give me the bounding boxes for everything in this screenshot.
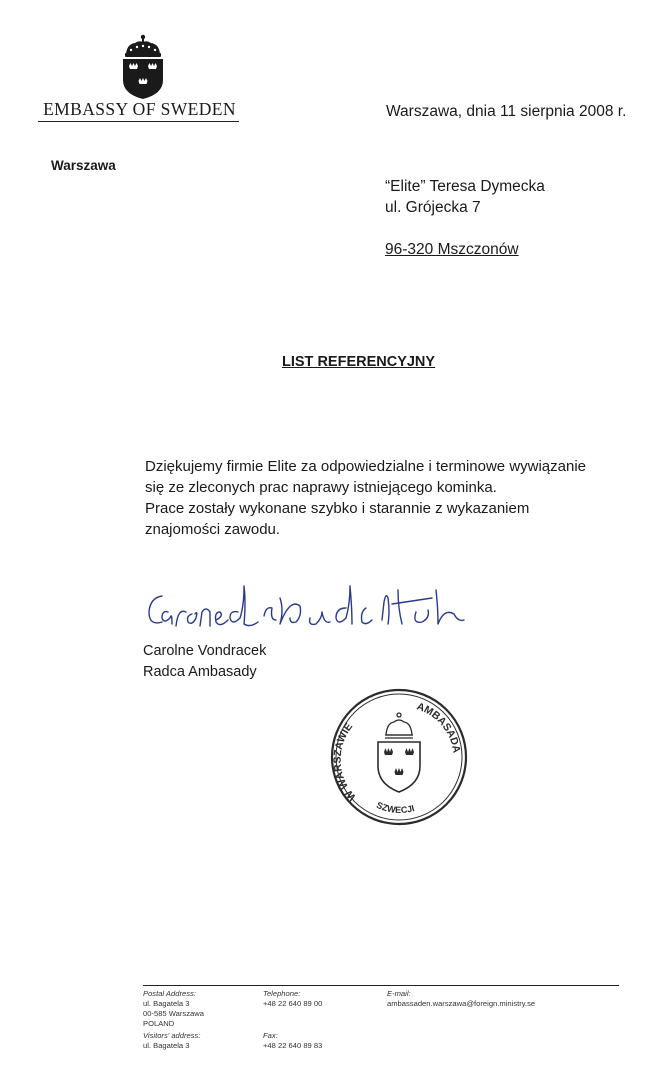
- footer-postal-address: [143, 989, 204, 1029]
- body-line: Dziękujemy firmie Elite za odpowiedzialne i terminowe wywiązanie: [145, 458, 587, 475]
- handwritten-signature: [140, 568, 490, 643]
- recipient-street: ul. Grójecka 7: [385, 199, 481, 216]
- telephone-label: Telephone:: [263, 989, 301, 998]
- email-label: E-mail:: [387, 989, 411, 998]
- stamp-text-left: W WARSZAWIE: [331, 720, 359, 803]
- body-line: znajomości zawodu.: [145, 521, 281, 538]
- postal-address-line: 00-585 Warszawa: [143, 1009, 204, 1018]
- visitors-address-line: ul. Bagatela 3: [143, 1041, 190, 1050]
- visitors-address-label: Visitors' address:: [143, 1031, 201, 1040]
- postal-address-line: ul. Bagatela 3: [143, 999, 190, 1008]
- postal-address-line: POLAND: [143, 1019, 175, 1028]
- telephone-number: +48 22 640 89 00: [263, 999, 323, 1008]
- postal-address-label: Postal Address:: [143, 989, 196, 998]
- footer-visitors-address: [143, 1031, 200, 1051]
- recipient-name: “Elite” Teresa Dymecka: [385, 178, 545, 195]
- footer-telephone: [263, 989, 322, 1009]
- recipient-postcode-city: 96-320 Mszczonów: [385, 241, 519, 258]
- body-line: się ze zleconych prac naprawy istniejącego kominka.: [145, 479, 497, 496]
- fax-number: +48 22 640 89 83: [263, 1041, 323, 1050]
- swedish-crest-icon: [118, 34, 168, 100]
- signer-title: Radca Ambasady: [143, 664, 257, 680]
- stamp-text-right: AMBASADA: [415, 700, 463, 754]
- letter-subject: LIST REFERENCYJNY: [282, 354, 436, 370]
- header-divider: [38, 121, 239, 122]
- city-label: Warszawa: [51, 158, 116, 173]
- date-line: Warszawa, dnia 11 sierpnia 2008 r.: [386, 103, 627, 120]
- email-address: ambassaden.warszawa@foreign.ministry.se: [387, 999, 536, 1008]
- footer-email: [387, 989, 535, 1009]
- footer-divider: [143, 985, 619, 986]
- embassy-stamp-icon: [330, 688, 468, 826]
- body-line: Prace zostały wykonane szybko i starannie z wykazaniem: [145, 500, 530, 517]
- fax-label: Fax:: [263, 1031, 278, 1040]
- letter-body: [145, 456, 586, 540]
- stamp-text-bottom: SZWECJI: [374, 799, 416, 816]
- signer-name: Carolne Vondracek: [143, 643, 267, 659]
- embassy-name: EMBASSY OF SWEDEN: [43, 99, 236, 119]
- footer-fax: [263, 1031, 322, 1051]
